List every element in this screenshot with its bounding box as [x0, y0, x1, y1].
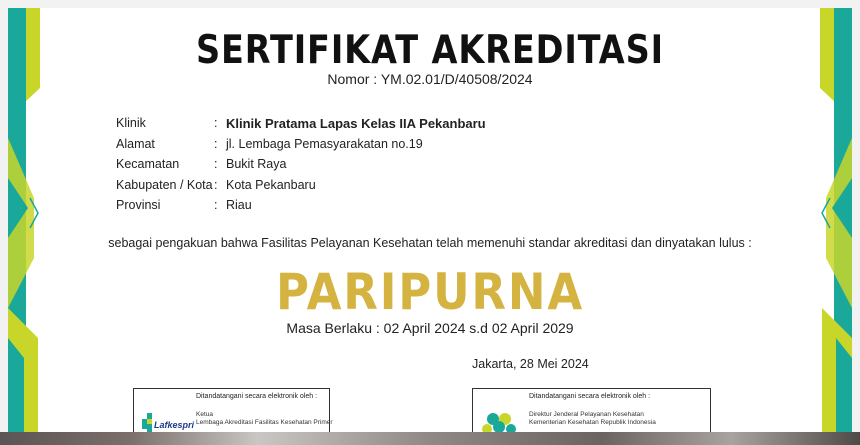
field-label: Provinsi [116, 198, 161, 212]
field-colon: : [214, 198, 218, 212]
field-value: Klinik Pratama Lapas Kelas IIA Pekanbaru [226, 116, 486, 131]
field-colon: : [214, 157, 218, 171]
signature-heading: Ditandatangani secara elektronik oleh : [529, 393, 651, 400]
field-label: Klinik [116, 116, 146, 130]
certificate-title: SERTIFIKAT AKREDITASI [196, 28, 664, 73]
signature-box-lafkespri [133, 388, 333, 432]
signatory-organization: Kementerian Kesehatan Republik Indonesia [529, 419, 656, 426]
field-label: Alamat [116, 136, 155, 151]
field-value: Kota Pekanbaru [226, 177, 316, 192]
signature-heading: Ditandatangani secara elektronik oleh : [196, 393, 318, 400]
signature-box-kemenkes [472, 388, 711, 432]
field-colon: : [214, 177, 218, 192]
field-colon: : [214, 136, 218, 151]
field-label: Kecamatan [116, 157, 180, 171]
signatory-organization: Lembaga Akreditasi Fasilitas Kesehatan Primer [196, 419, 333, 426]
certificate-document [8, 8, 852, 432]
field-value: jl. Lembaga Pemasyarakatan no.19 [226, 136, 423, 151]
field-label: Kabupaten / Kota [116, 177, 213, 192]
signatory-role: Ketua [196, 411, 213, 418]
certificate-number: Nomor : YM.02.01/D/40508/2024 [327, 71, 533, 87]
lafkespri-brand: Lafkespri [154, 420, 195, 430]
field-value: Bukit Raya [226, 157, 287, 171]
issue-date: Jakarta, 28 Mei 2024 [472, 357, 589, 371]
photo-strip [0, 432, 860, 445]
field-colon: : [214, 116, 218, 130]
signatory-role: Direktur Jenderal Pelayanan Kesehatan [529, 411, 644, 418]
accreditation-statement: sebagai pengakuan bahwa Fasilitas Pelayanan Kesehatan telah memenuhi standar akreditasi dan dinyatakan lulus : [108, 236, 752, 250]
accreditation-grade: PARIPURNA [276, 263, 584, 321]
validity-period: Masa Berlaku : 02 April 2024 s.d 02 April 2029 [286, 320, 574, 336]
field-value: Riau [226, 198, 252, 212]
kemenkes-logo-icon [479, 407, 519, 432]
